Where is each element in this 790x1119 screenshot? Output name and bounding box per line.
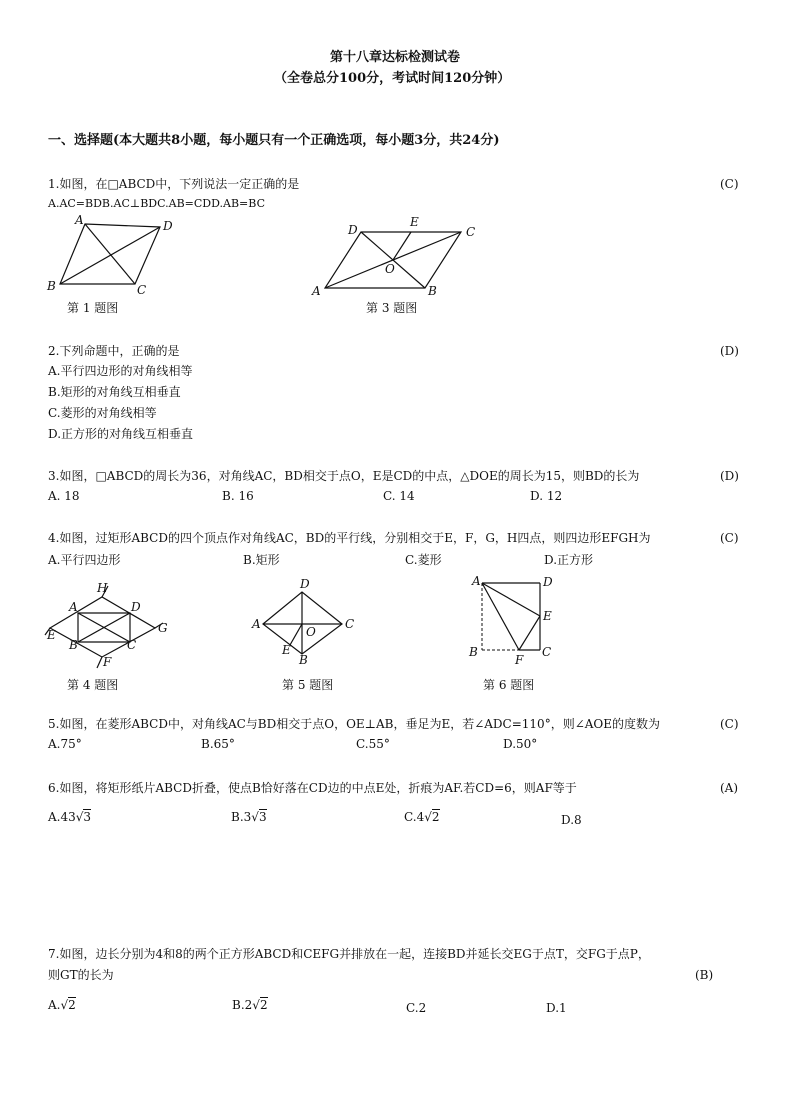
fig6-segment-ef — [519, 616, 540, 650]
q1-answer: (C) — [720, 177, 739, 191]
fig4-label-b: B — [69, 638, 78, 652]
fig5-label-e: E — [282, 643, 291, 657]
q6-option-a — [48, 810, 91, 824]
fig3-label-a: A — [312, 284, 321, 298]
figure-4 — [45, 576, 185, 696]
sqrt-icon: √ — [60, 998, 69, 1012]
q5-answer: (C) — [720, 717, 739, 731]
q3-stem: 3.如图，□ABCD的周长为36，对角线AC，BD相交于点O，E是CD的中点，△DOE的周长为15，则BD的长为 — [48, 469, 640, 483]
q2-option-b: B.矩形的对角线互相垂直 — [48, 385, 181, 399]
q3-option-c: C. 14 — [383, 489, 415, 503]
fig3-label-d: D — [348, 223, 358, 237]
sqrt-icon: √ — [75, 810, 84, 824]
q6-option-b-radicand: 3 — [258, 810, 267, 824]
figure-5 — [250, 576, 370, 696]
fig1-diagonal-ac — [85, 224, 135, 284]
q4-option-b: B.矩形 — [243, 553, 280, 567]
fig4-label-g: G — [158, 621, 168, 635]
q7-option-c — [406, 1001, 426, 1015]
sqrt-icon: √ — [251, 810, 259, 824]
q4-option-d: D.正方形 — [544, 553, 594, 567]
sqrt-icon: √ — [424, 810, 432, 824]
q1-stem: 1.如图，在□ABCD中，下列说法一定正确的是 — [48, 177, 300, 191]
fig4-label-d: D — [131, 600, 141, 614]
fig4-label-h: H — [97, 581, 108, 595]
q7-answer: (B) — [695, 968, 714, 982]
section-heading: 一、选择题(本大题共8小题，每小题只有一个正确选项，每小题3分，共24分) — [48, 133, 500, 148]
q7-stem-line1: 7.如图，边长分别为4和8的两个正方形ABCD和CEFG并排放在一起，连接BD并延长交EG于点T，交FG于点P， — [48, 947, 650, 961]
fig6-label-b: B — [469, 645, 478, 659]
q5-option-d: D.50° — [503, 737, 538, 751]
fig3-caption: 第 3 题图 — [366, 301, 418, 315]
fig5-caption: 第 5 题图 — [282, 678, 334, 692]
q3-answer: (D) — [720, 469, 739, 483]
q5-option-a: A.75° — [48, 737, 82, 751]
fig1-label-d: D — [163, 219, 173, 233]
fig6-label-c: C — [542, 645, 552, 659]
fig6-label-d: D — [543, 575, 553, 589]
fig1-caption: 第 1 题图 — [67, 301, 119, 315]
fig5-label-b: B — [299, 653, 308, 667]
q6-option-c-radicand: 2 — [431, 810, 440, 824]
q7-option-c-prefix: C.2 — [406, 1001, 427, 1015]
fig3-label-e: E — [410, 215, 419, 229]
q7-option-a-radicand: 2 — [68, 998, 76, 1012]
q7-option-d — [546, 1001, 567, 1015]
q6-stem: 6.如图，将矩形纸片ABCD折叠，使点B恰好落在CD边的中点E处，折痕为AF.若CD=6，则AF等于 — [48, 781, 577, 795]
fig4-label-a: A — [69, 600, 78, 614]
q3-option-a: A. 18 — [48, 489, 80, 503]
fig1-diagonal-bd — [60, 227, 160, 284]
fig6-label-f: F — [515, 653, 524, 667]
q7-option-a — [48, 998, 76, 1012]
q6-option-c — [404, 810, 440, 824]
fig4-caption: 第 4 题图 — [67, 678, 119, 692]
q5-option-c: C.55° — [356, 737, 390, 751]
fig4-label-f: F — [103, 655, 112, 669]
q3-option-b: B. 16 — [222, 489, 254, 503]
fig5-label-a: A — [252, 617, 261, 631]
fig4-label-e: E — [47, 628, 56, 642]
q4-option-a: A.平行四边形 — [48, 553, 121, 567]
fig5-label-d: D — [300, 577, 310, 591]
q7-option-d-prefix: D.1 — [546, 1001, 567, 1015]
fig5-label-o: O — [306, 625, 316, 639]
q6-option-a-prefix: A.43 — [48, 810, 76, 824]
q6-option-c-prefix: C.4 — [404, 810, 425, 824]
q6-answer: (A) — [720, 781, 739, 795]
q4-stem: 4.如图，过矩形ABCD的四个顶点作对角线AC，BD的平行线，分别相交于E，F，G，H四点，则四边形EFGH为 — [48, 531, 651, 545]
q7-option-a-prefix: A. — [48, 998, 61, 1012]
fig4-label-c: C — [127, 638, 137, 652]
q7-stem-line2: 则GT的长为 — [48, 968, 114, 982]
fig5-label-c: C — [345, 617, 355, 631]
q5-stem: 5.如图，在菱形ABCD中，对角线AC与BD相交于点O，OE⊥AB，垂足为E，若∠ADC=110°，则∠AOE的度数为 — [48, 717, 661, 731]
q6-option-b — [231, 810, 267, 824]
q2-option-a: A.平行四边形的对角线相等 — [48, 364, 193, 378]
q1-options: A.AC=BDB.AC⊥BDC.AB=CDD.AB=BC — [48, 197, 265, 210]
page-subtitle: （全卷总分100分，考试时间120分钟） — [274, 71, 511, 86]
q7-option-b-radicand: 2 — [259, 998, 268, 1012]
fig5-segment-oe — [290, 624, 302, 645]
sqrt-icon: √ — [252, 998, 260, 1012]
q4-option-c: C.菱形 — [405, 553, 442, 567]
fig3-label-o: O — [385, 262, 395, 276]
q6-option-d-prefix: D.8 — [561, 813, 582, 827]
page-title: 第十八章达标检测试卷 — [330, 50, 461, 65]
fig3-label-c: C — [466, 225, 476, 239]
fig6-label-e: E — [543, 609, 552, 623]
fig1-label-a: A — [75, 213, 84, 227]
q7-option-b-prefix: B.2 — [232, 998, 253, 1012]
q6-option-a-radicand: 3 — [83, 810, 92, 824]
q4-answer: (C) — [720, 531, 739, 545]
figure-1 — [45, 215, 175, 325]
fig3-label-b: B — [428, 284, 437, 298]
q2-stem: 2.下列命题中，正确的是 — [48, 344, 180, 358]
fig6-label-a: A — [472, 574, 481, 588]
figure-3 — [310, 215, 480, 325]
q6-option-b-prefix: B.3 — [231, 810, 252, 824]
fig4-ext-f — [97, 657, 102, 668]
q7-option-b — [232, 998, 268, 1012]
q2-answer: (D) — [720, 344, 739, 358]
q2-option-c: C.菱形的对角线相等 — [48, 406, 157, 420]
q5-option-b: B.65° — [201, 737, 235, 751]
fig1-label-b: B — [47, 279, 56, 293]
fig6-caption: 第 6 题图 — [483, 678, 535, 692]
fig1-label-c: C — [137, 283, 147, 297]
q6-option-d — [561, 813, 582, 827]
figure-6 — [465, 576, 585, 696]
q3-option-d: D. 12 — [530, 489, 563, 503]
q2-option-d: D.正方形的对角线互相垂直 — [48, 427, 194, 441]
